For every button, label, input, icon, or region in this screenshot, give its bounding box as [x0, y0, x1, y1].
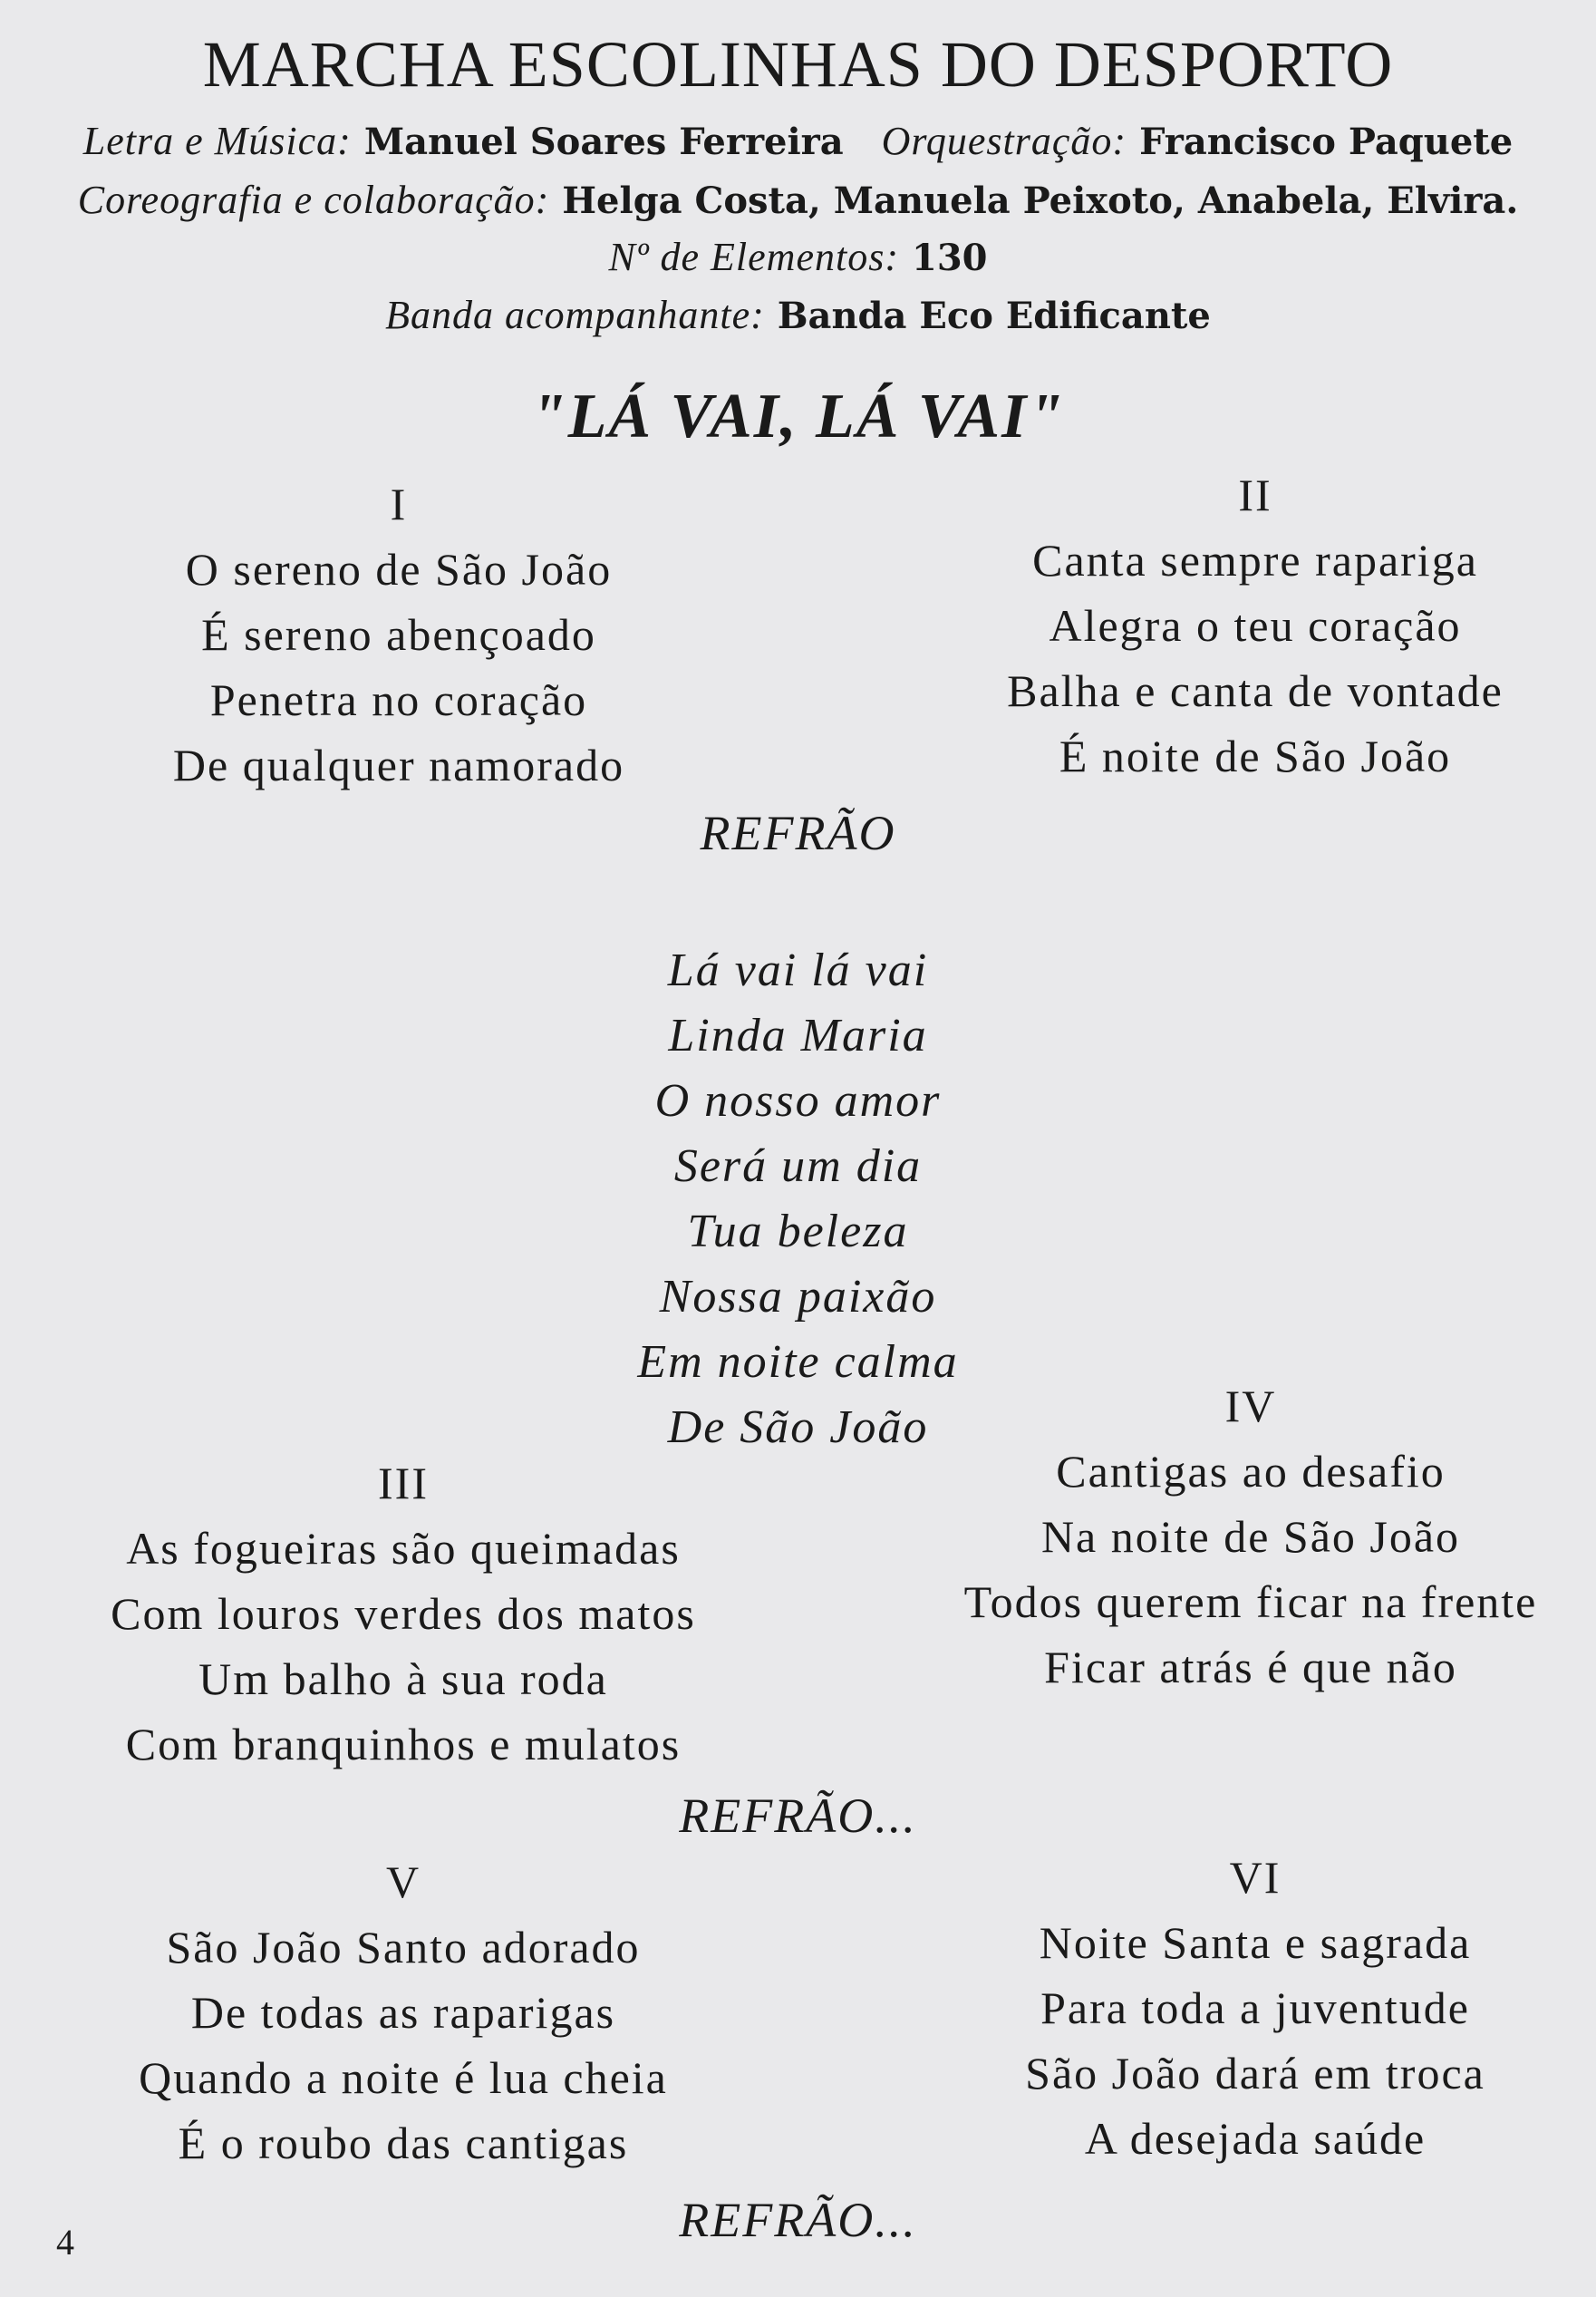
verse-line: Penetra no coração	[209, 674, 588, 725]
verse-line: Quando a noite é lua cheia	[139, 2052, 668, 2103]
verse-numeral: II	[1238, 470, 1272, 520]
verse-numeral: I	[390, 479, 408, 529]
verse-line: Cantigas ao desafio	[1056, 1446, 1446, 1497]
verse-line: São João Santo adorado	[166, 1922, 641, 1972]
refrain-label: REFRÃO	[700, 806, 896, 860]
verse-numeral: VI	[1229, 1852, 1282, 1903]
credit-label: Letra e Música:	[82, 119, 352, 163]
credit-label: Coreografia e colaboração:	[77, 178, 550, 222]
verse-1	[82, 471, 716, 798]
chorus-line: O nosso amor	[654, 1075, 942, 1127]
verse-numeral: III	[378, 1458, 429, 1508]
credit-lyrics-music	[0, 118, 1596, 164]
chorus-line: Será um dia	[673, 1140, 923, 1192]
chorus-line: Em noite calma	[637, 1336, 959, 1388]
credit-value: Helga Costa, Manuela Peixoto, Anabela, Elvira.	[562, 179, 1519, 222]
verse-line: Para toda a juventude	[1040, 1982, 1470, 2033]
chorus-line: Nossa paixão	[659, 1271, 937, 1323]
verse-line: De todas as raparigas	[190, 1987, 616, 2038]
verse-line: Alegra o teu coração	[1049, 600, 1462, 651]
credit-value: Manuel Soares Ferreira	[363, 121, 844, 163]
verse-numeral: IV	[1224, 1381, 1277, 1431]
verse-line: As fogueiras são queimadas	[126, 1523, 681, 1574]
credit-band	[0, 292, 1596, 338]
verse-line: Ficar atrás é que não	[1044, 1642, 1457, 1692]
verse-line: Com louros verdes dos matos	[111, 1588, 696, 1639]
chorus-line: Lá vai lá vai	[667, 945, 929, 996]
verse-line: Um balho à sua roda	[198, 1653, 608, 1704]
verse-3	[54, 1450, 752, 1777]
credit-value: Francisco Paquete	[1139, 121, 1514, 163]
credit-label: Orquestração:	[881, 119, 1127, 163]
verse-line: Com branquinhos e mulatos	[125, 1719, 682, 1769]
verse-line: Todos querem ficar na frente	[963, 1576, 1538, 1627]
credit-value: Banda Eco Edificante	[777, 295, 1211, 337]
chorus-line: Tua beleza	[687, 1206, 909, 1257]
verse-line: É o roubo das cantigas	[178, 2118, 629, 2168]
verse-line: O sereno de São João	[185, 544, 613, 595]
verse-line: É noite de São João	[1059, 731, 1452, 781]
credit-choreography	[0, 177, 1596, 223]
verse-2	[933, 462, 1577, 789]
page-number: 4	[56, 2222, 74, 2263]
refrain-repeat-label: REFRÃO...	[679, 2193, 917, 2247]
refrain-repeat-label: REFRÃO...	[679, 1788, 917, 1843]
verse-line: A desejada saúde	[1084, 2113, 1427, 2164]
verse-line: Canta sempre rapariga	[1032, 535, 1478, 586]
page-title: MARCHA ESCOLINHAS DO DESPORTO	[202, 28, 1394, 101]
verse-line: É sereno abençoado	[201, 609, 596, 660]
credit-value: 130	[911, 237, 988, 279]
verse-numeral: V	[385, 1856, 421, 1907]
verse-line: Noite Santa e sagrada	[1039, 1917, 1472, 1968]
verse-line: Na noite de São João	[1040, 1511, 1461, 1562]
song-title: "LÁ VAI, LÁ VAI"	[530, 382, 1066, 451]
chorus-line: De São João	[667, 1401, 929, 1453]
verse-6	[943, 1845, 1568, 2171]
credit-elements	[0, 234, 1596, 280]
verse-line: De qualquer namorado	[172, 740, 625, 790]
credit-label: Nº de Elementos:	[608, 235, 899, 279]
chorus-line: Linda Maria	[668, 1010, 928, 1061]
verse-5	[82, 1849, 725, 2176]
verse-line: Balha e canta de vontade	[1007, 665, 1504, 716]
verse-4	[915, 1373, 1586, 1700]
verse-line: São João dará em troca	[1025, 2048, 1485, 2098]
credit-label: Banda acompanhante:	[385, 293, 765, 337]
